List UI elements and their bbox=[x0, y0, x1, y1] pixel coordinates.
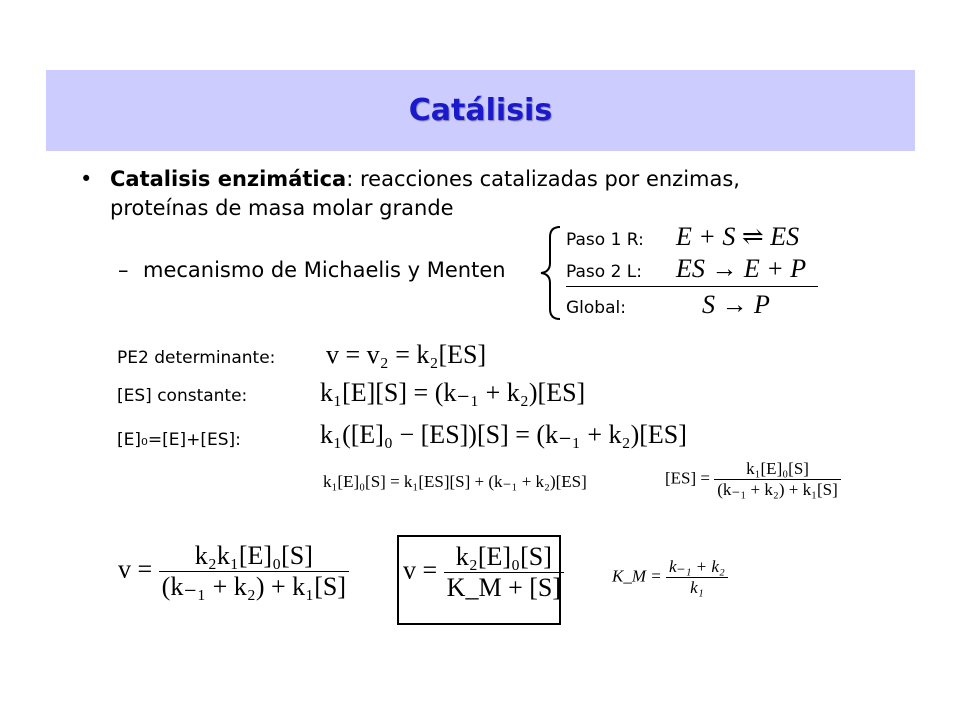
step2-label: Paso 2 L: bbox=[566, 262, 642, 282]
rate2-denominator: K_M + [S] bbox=[446, 573, 562, 602]
rate1-lhs: v = bbox=[118, 554, 153, 584]
km-denominator: k₁ bbox=[690, 578, 704, 597]
rate2-numerator: k₂[E]₀[S] bbox=[444, 542, 564, 573]
rate1-denominator: (k₋₁ + k₂) + k₁[S] bbox=[161, 572, 347, 601]
km-numerator: k₋₁ + k₂ bbox=[666, 557, 728, 578]
pe2-equation: v = v₂ = k₂[ES] bbox=[326, 340, 487, 369]
step2-equation: ES → E + P bbox=[676, 254, 807, 283]
bullet-rest: : reacciones catalizadas por enzimas, bbox=[346, 167, 740, 191]
slide-title: Catálisis bbox=[408, 93, 553, 128]
es-denominator: (k₋₁ + k₂) + k₁[S] bbox=[717, 480, 838, 499]
step1-equation: E + S ⇌ ES bbox=[676, 222, 800, 251]
bullet-line-1 bbox=[110, 165, 910, 194]
sub-bullet-marker: – bbox=[118, 258, 129, 282]
rate1-fraction bbox=[159, 541, 349, 602]
rate2-fraction bbox=[444, 542, 564, 603]
km-fraction bbox=[666, 557, 728, 598]
rate-expression-full bbox=[118, 541, 349, 602]
bullet-marker: • bbox=[80, 167, 93, 191]
mechanism-brace bbox=[538, 225, 564, 321]
km-lhs: K_M = bbox=[612, 566, 662, 586]
step1-label: Paso 1 R: bbox=[566, 230, 644, 250]
es-numerator: k₁[E]₀[S] bbox=[714, 459, 841, 480]
e0-balance-label: [E]₀=[E]+[ES]: bbox=[117, 430, 241, 450]
es-lhs: [ES] = bbox=[665, 468, 710, 488]
e0-balance-equation: k₁([E]₀ − [ES])[S] = (k₋₁ + k₂)[ES] bbox=[320, 420, 687, 449]
es-solution bbox=[665, 459, 841, 500]
bullet-line-2: proteínas de masa molar grande bbox=[110, 196, 454, 220]
rate1-numerator: k₂k₁[E]₀[S] bbox=[159, 541, 349, 572]
sub-bullet-text: mecanismo de Michaelis y Menten bbox=[143, 258, 506, 282]
expanded-equation: k₁[E]₀[S] = k₁[ES][S] + (k₋₁ + k₂)[ES] bbox=[323, 472, 587, 491]
es-constant-label: [ES] constante: bbox=[117, 386, 248, 406]
es-constant-equation: k₁[E][S] = (k₋₁ + k₂)[ES] bbox=[320, 378, 586, 407]
es-fraction bbox=[714, 459, 841, 500]
global-equation: S → P bbox=[702, 290, 770, 319]
mechanism-divider bbox=[566, 286, 818, 287]
global-label: Global: bbox=[566, 298, 626, 318]
michaelis-menten-equation bbox=[403, 542, 564, 603]
pe2-label: PE2 determinante: bbox=[117, 348, 276, 368]
km-definition bbox=[612, 557, 728, 598]
bullet-term: Catalisis enzimática bbox=[110, 167, 347, 191]
rate2-lhs: v = bbox=[403, 555, 438, 585]
